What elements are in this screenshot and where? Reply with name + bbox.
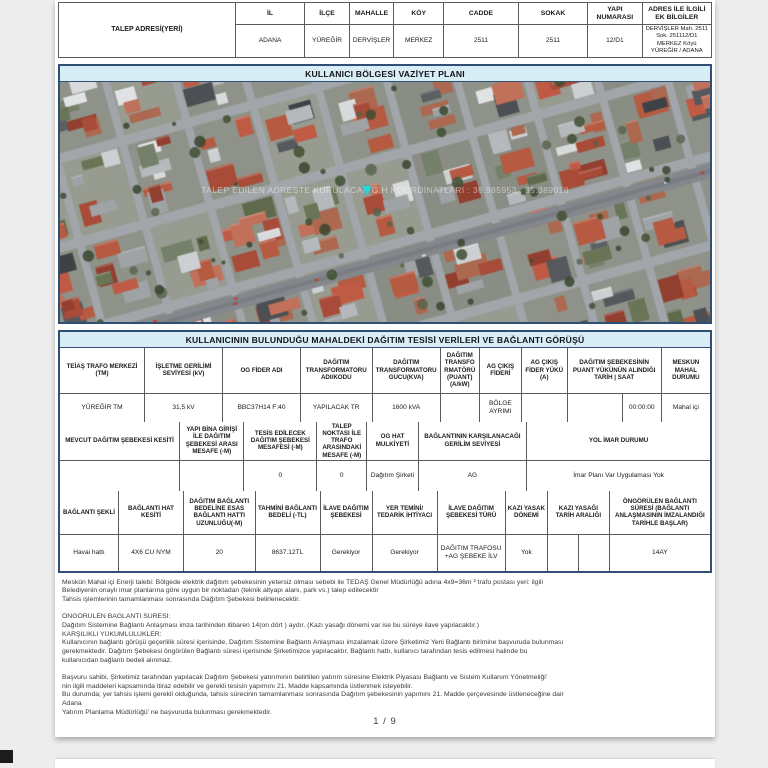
site-plan-title: KULLANICI BÖLGESİ VAZİYET PLANI [60,66,710,82]
page-number: 1 / 9 [373,716,397,727]
footer-line: Adana [62,700,82,708]
footer-line: gerekmektedir. Dağıtım Şebekesi öngörülen Bağlantı süresi içerisinde Şirketimizce yapılacaktır. Bağlantı hattı, kullanıcı tarafından tesis edilmesi halinde bu [62,648,528,656]
value-cell: Gerekiyor [372,535,437,571]
header-cell: YAPI NUMARASI [588,3,642,25]
header-cell: AG ÇIKIŞ FİDERİ [479,348,521,394]
footer-line: Bu durumda; yer tahsis işlemi gerekli olduğunda, tahsis sürecinin tamamlanması sonrasında Dağıtım şebekesinin yapımını 21. Madde çerçevesinde üstleneceğine dair [62,691,564,699]
footer-line: kullanıcıdan bağlantı bedeli alınmaz. [62,656,172,664]
header-cell: BAĞLANTI ŞEKLİ [60,491,119,535]
footer-line: ÖNGÖRÜLEN BAĞLANTI SÜRESİ: [62,612,171,620]
value-cell: BBC37H14 F:40 [223,394,301,422]
header-cell: TAHMİNİ BAĞLANTI BEDELİ (-TL) [255,491,320,535]
value-cell [578,535,609,571]
header-cell: KAZI YASAĞI TARİH ARALIĞI [548,491,610,535]
value-cell: Havai hattı [60,535,119,571]
header-cell: BAĞLANTI HAT KESİTİ [119,491,184,535]
value-cell: 0 [317,461,367,491]
distribution-table-group2 [60,422,710,491]
value-cell: ADANA [235,25,304,58]
site-plan-map [60,82,710,322]
value-cell [548,535,579,571]
next-page-sheet [55,759,715,768]
header-cell: CADDE [444,3,519,25]
header-cell: İŞLETME GERİLİMİ SEVİYESİ (kV) [145,348,223,394]
value-cell-address-extra: DERVİŞLER Mah. 2511 Sok. 251112/D1 MERKEZ Köyü YÜREĞİR / ADANA [642,25,711,58]
value-cell [567,394,622,422]
header-cell: İLÇE [305,3,350,25]
map-watermark-text: TALEP EDİLEN ADRESTE KURULACAK G.H KOORDİNATLARI : 36.985953 , 35.389018 [201,184,569,195]
header-cell: MAHALLE [349,3,394,25]
value-cell: İmar Planı Var Uygulaması Yok [527,461,710,491]
header-cell: İLAVE DAĞITIM ŞEBEKESİ [320,491,372,535]
value-cell: 12/D1 [588,25,642,58]
value-cell [440,394,479,422]
header-cell: YER TEMİNİ/ TEDARİK İHTİYACI [372,491,437,535]
header-cell: TEİAŞ TRAFO MERKEZİ (TM) [60,348,145,394]
header-cell: MESKUN MAHAL DURUMU [661,348,710,394]
value-cell: BÖLGE AYRIMI [479,394,521,422]
value-cell: 2511 [444,25,519,58]
distribution-section [58,330,712,573]
header-cell: ÖNGÖRÜLEN BAĞLANTI SÜRESİ (BAĞLANTI ANLAŞMASININ İMZALANDIĞI TARİHLE BAŞLAR) [609,491,710,535]
header-cell: BAĞLANTININ KARŞILANACAĞI GERİLİM SEVİYESİ [418,422,527,461]
header-cell: OG HAT MULKİYETİ [367,422,418,461]
value-cell: Dağıtım Şirketi [367,461,418,491]
header-cell: SOKAK [518,3,587,25]
header-cell: TALEP NOKTASI İLE TRAFO ARASINDAKİ MESAFE (-M) [317,422,367,461]
value-cell: DERVİŞLER [349,25,394,58]
header-cell: DAĞITIM TRANSFORMATÖRÜ (PUANT) (A/kW) [440,348,479,394]
header-cell: YOL İMAR DURUMU [527,422,710,461]
value-cell: 00:00:00 [622,394,661,422]
location-marker-icon [362,186,372,195]
value-cell [180,461,244,491]
header-cell: OG FİDER ADI [223,348,301,394]
footer-line: nin ilgili maddeleri kapsamında itiraz edebilir ve gerekli tesisin yapımını 21. Madde kapsamında üstlenmek isteyebilir. [62,682,413,690]
value-cell: YÜREĞİR [305,25,350,58]
value-cell: 8637.12TL [255,535,320,571]
value-cell: 20 [184,535,256,571]
footer-line: Tahsis işlemlerinin tamamlanması sonrasında Dağıtım Şebekesi belirlenecektir. [62,596,300,604]
address-row-label: TALEP ADRESİ(YERİ) [59,3,236,58]
address-table [58,2,712,58]
header-cell: KÖY [394,3,444,25]
value-cell: 1600 kVA [372,394,440,422]
header-cell: AG ÇIKIŞ FİDER YÜKÜ (A) [522,348,568,394]
value-cell: DAĞITIM TRAFOSU +AG ŞEBEKE İLV [437,535,505,571]
footer-line: Belediyenin onaylı imar planlarına göre uygun bir noktadan (teknik altyapı alanı, park vs.) talep edilecektir [62,587,379,595]
value-cell: 31,5 kV [145,394,223,422]
footer-line: Dağıtım Sistemine Bağlantı Anlaşması imza tarihinden itibaren 14(on dört ) aydır. (Kazı yasağı dönemi var ise bu süreye ilave yapılacaktır.) [62,621,480,629]
header-cell: DAĞITIM ŞEBEKESİNİN PUANT YÜKÜNÜN ALINDIĞI TARİH | SAAT [567,348,661,394]
value-cell: YAPILACAK TR [301,394,373,422]
footer-paragraph [62,579,708,605]
value-cell: 14AY [609,535,710,571]
header-cell: DAĞITIM TRANSFORMATORU GUCU(KVA) [372,348,440,394]
footer-line: Yatırım Planlama Müdürlüğü' ne başvuruda bulunması gerekmektedir. [62,708,272,716]
footer-line: Meskûn Mahal içi Enerji talebi: Bölgede elektrik dağıtım şebekesinin yetersiz olması sebebi ile TEDAŞ Genel Müdürlüğü adına 4x9=36m ² trafo postası yeri: ilgili [62,578,543,586]
document-sheet [55,0,715,737]
distribution-table-group3 [60,491,710,571]
header-cell: DAĞITIM TRANSFORMATORU ADI/KODU [301,348,373,394]
footer-paragraph [62,674,708,718]
distribution-table-group1 [60,348,710,422]
value-cell: MERKEZ [394,25,444,58]
value-cell: 4X6 CU NYM [119,535,184,571]
value-cell: AG [418,461,527,491]
value-cell [60,461,180,491]
value-cell: 0 [244,461,317,491]
value-cell: Mahal içi [661,394,710,422]
footer-line: Başvuru sahibi, Şirketimiz tarafından yapılacak Dağıtım Şebekesi yatırımının belirtilen yatırım süresine Elektrik Piyasası Bağlantı ve Sistem Kullanım Yönetmeliği' [62,673,548,681]
header-cell: DAĞITIM BAĞLANTI BEDELİNE ESAS BAĞLANTI HATTI UZUNLUĞU(-M) [184,491,256,535]
header-cell: TESİS EDİLECEK DAĞITIM ŞEBEKESİ MESAFESİ (-M) [244,422,317,461]
header-cell: İLAVE DAĞITIM ŞEBEKESİ TÜRÜ [437,491,505,535]
site-plan-section [58,64,712,324]
header-cell: YAPI BİNA GİRİŞİ İLE DAĞITIM ŞEBEKESİ ARASI MESAFE (-M) [180,422,244,461]
header-cell: MEVCUT DAĞITIM ŞEBEKESİ KESİTİ [60,422,180,461]
header-cell: KAZI YASAK DÖNEMİ [505,491,547,535]
header-cell: ADRES İLE İLGİLİ EK BİLGİLER [642,3,711,25]
footer-line: Kullanıcının bağlantı görüşü geçerlilik süresi içerisinde, Dağıtım Sistemine Bağlantı Anlaşması imzalamak üzere Şirketimiz Yeni Bağlantı birimine başvuruda bulunması [62,639,564,647]
value-cell: Yok [505,535,547,571]
footer-line: KARŞILIKLI YÜKÜMLÜLÜKLER: [62,630,162,638]
footer-paragraph [62,613,708,666]
value-cell: Gerekiyor [320,535,372,571]
value-cell: 2511 [518,25,587,58]
value-cell: YÜREĞİR TM [60,394,145,422]
value-cell [522,394,568,422]
satellite-map-canvas [60,82,710,322]
footer-notes [62,579,708,718]
header-cell: İL [235,3,304,25]
page-corner-mark [0,750,13,763]
distribution-title: KULLANICININ BULUNDUĞU MAHALDEKİ DAĞITIM TESİSİ VERİLERİ VE BAĞLANTI GÖRÜŞÜ [60,332,710,348]
